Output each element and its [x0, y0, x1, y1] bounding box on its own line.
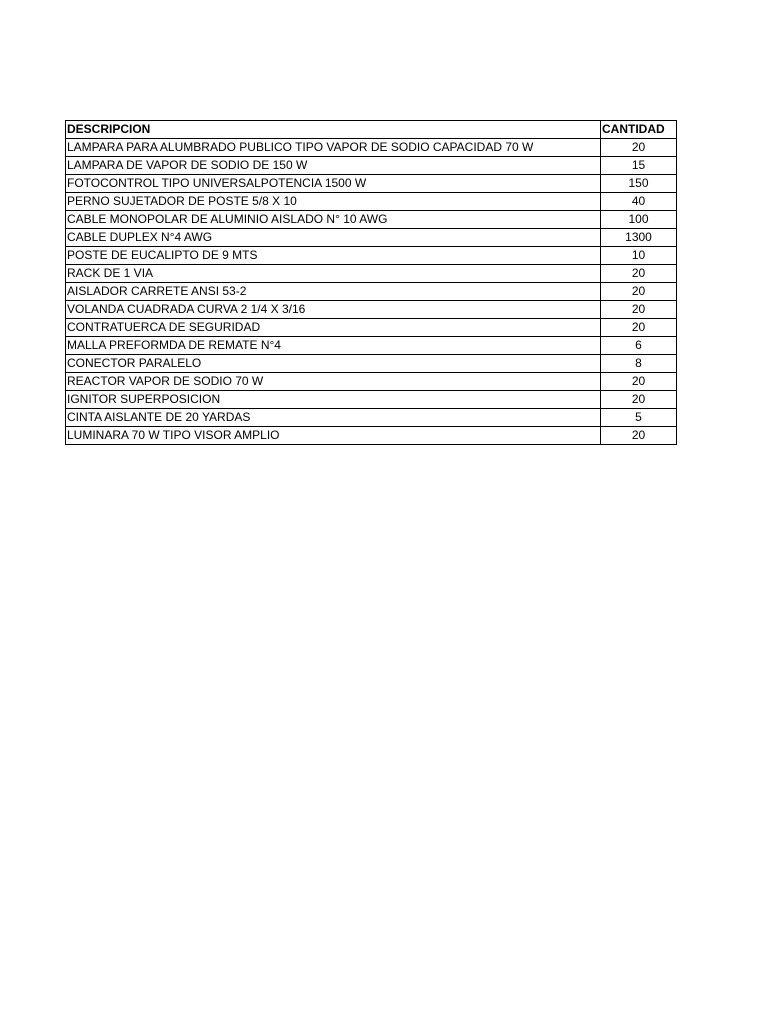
item-quantity-cell: 20: [601, 139, 677, 157]
item-quantity-cell: 20: [601, 265, 677, 283]
table-row: [66, 139, 677, 157]
item-description-cell: RACK DE 1 VIA: [66, 265, 601, 283]
table-row: [66, 337, 677, 355]
item-description-cell: FOTOCONTROL TIPO UNIVERSALPOTENCIA 1500 W: [66, 175, 601, 193]
item-quantity-cell: 10: [601, 247, 677, 265]
item-description-cell: LUMINARA 70 W TIPO VISOR AMPLIO: [66, 427, 601, 445]
table-row: [66, 409, 677, 427]
item-description-cell: MALLA PREFORMDA DE REMATE N°4: [66, 337, 601, 355]
table-body: [66, 139, 677, 445]
item-description-cell: CABLE MONOPOLAR DE ALUMINIO AISLADO N° 10 AWG: [66, 211, 601, 229]
table-row: [66, 247, 677, 265]
table-row: [66, 211, 677, 229]
column-header-description: DESCRIPCION: [66, 121, 601, 139]
table-row: [66, 193, 677, 211]
item-description-cell: LAMPARA PARA ALUMBRADO PUBLICO TIPO VAPOR DE SODIO CAPACIDAD 70 W: [66, 139, 601, 157]
table-row: [66, 157, 677, 175]
item-description-cell: PERNO SUJETADOR DE POSTE 5/8 X 10: [66, 193, 601, 211]
table-row: [66, 319, 677, 337]
item-quantity-cell: 20: [601, 391, 677, 409]
table-row: [66, 373, 677, 391]
item-description-cell: POSTE DE EUCALIPTO DE 9 MTS: [66, 247, 601, 265]
item-quantity-cell: 15: [601, 157, 677, 175]
item-description-cell: CABLE DUPLEX N°4 AWG: [66, 229, 601, 247]
item-description-cell: LAMPARA DE VAPOR DE SODIO DE 150 W: [66, 157, 601, 175]
item-description-cell: IGNITOR SUPERPOSICION: [66, 391, 601, 409]
item-quantity-cell: 20: [601, 427, 677, 445]
item-quantity-cell: 40: [601, 193, 677, 211]
item-quantity-cell: 1300: [601, 229, 677, 247]
item-description-cell: CINTA AISLANTE DE 20 YARDAS: [66, 409, 601, 427]
table-row: [66, 427, 677, 445]
table-row: [66, 355, 677, 373]
item-quantity-cell: 20: [601, 319, 677, 337]
table-row: [66, 391, 677, 409]
item-quantity-cell: 20: [601, 301, 677, 319]
item-quantity-cell: 6: [601, 337, 677, 355]
item-quantity-cell: 150: [601, 175, 677, 193]
spreadsheet-page: [65, 120, 677, 445]
item-quantity-cell: 5: [601, 409, 677, 427]
item-quantity-cell: 100: [601, 211, 677, 229]
item-description-cell: AISLADOR CARRETE ANSI 53-2: [66, 283, 601, 301]
item-quantity-cell: 20: [601, 373, 677, 391]
table-header-row: [66, 121, 677, 139]
item-description-cell: CONECTOR PARALELO: [66, 355, 601, 373]
item-quantity-cell: 20: [601, 283, 677, 301]
item-description-cell: VOLANDA CUADRADA CURVA 2 1/4 X 3/16: [66, 301, 601, 319]
table-row: [66, 283, 677, 301]
table-row: [66, 175, 677, 193]
item-description-cell: CONTRATUERCA DE SEGURIDAD: [66, 319, 601, 337]
column-header-quantity: CANTIDAD: [601, 121, 677, 139]
table-row: [66, 229, 677, 247]
materials-table: [65, 120, 677, 445]
table-row: [66, 301, 677, 319]
item-quantity-cell: 8: [601, 355, 677, 373]
table-row: [66, 265, 677, 283]
item-description-cell: REACTOR VAPOR DE SODIO 70 W: [66, 373, 601, 391]
